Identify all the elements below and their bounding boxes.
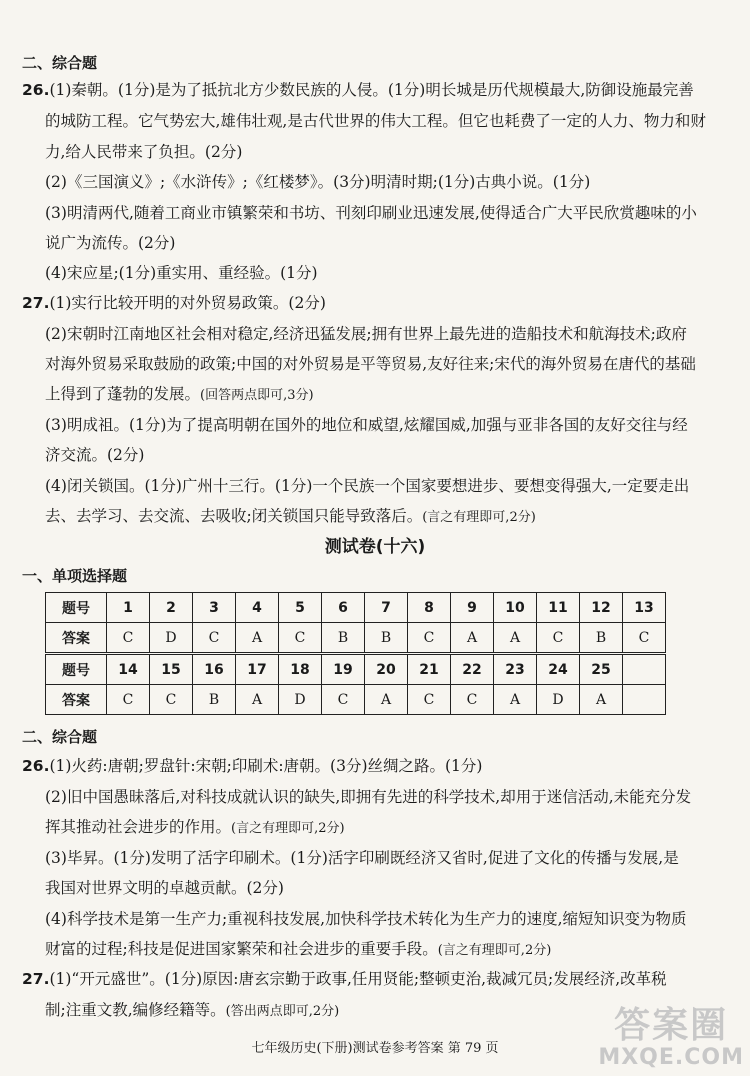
page-footer: 七年级历史(下册)测试卷参考答案 第 79 页 — [251, 1041, 499, 1056]
answer-cell: C — [107, 623, 150, 654]
answer-text: (1)实行比较开明的对外贸易政策。(2分) — [49, 294, 326, 312]
scoring-note: (言之有理即可,2分) — [231, 821, 345, 836]
question-number: 26. — [22, 81, 50, 99]
answer-cell: A — [236, 685, 279, 715]
test-title: 测试卷(十六) — [324, 537, 426, 557]
q26b-line-6: (4)科学技术是第一生产力;重视科技发展,加快科学技术转化为生产力的速度,缩短知识变为物质 — [45, 910, 687, 928]
question-number-cell: 8 — [408, 593, 451, 623]
q26b-line-7 — [45, 939, 551, 961]
question-number-cell: 6 — [322, 593, 365, 623]
question-number-cell: 22 — [451, 654, 494, 685]
answer-cell: C — [279, 623, 322, 654]
q27-line-2: (2)宋朝时江南地区社会相对稳定,经济迅猛发展;拥有世界上最先进的造船技术和航海技术;政府 — [45, 325, 687, 343]
answer-text: 财富的过程;科技是促进国家繁荣和社会进步的重要手段。 — [45, 940, 438, 958]
q26b-line-1 — [22, 756, 482, 776]
table-row-numbers-1 — [46, 593, 666, 623]
answer-cell: C — [623, 623, 666, 654]
answer-cell: A — [580, 685, 623, 715]
answer-text: (1)火药:唐朝;罗盘针:宋朝;印刷术:唐朝。(3分)丝绸之路。(1分) — [49, 757, 483, 775]
q26-line-3: 力,给人民带来了负担。(2分) — [45, 143, 243, 161]
answer-cell: C — [322, 685, 365, 715]
question-number-cell: 7 — [365, 593, 408, 623]
answer-cell: C — [193, 623, 236, 654]
answer-cell: C — [537, 623, 580, 654]
q27-line-8 — [45, 506, 536, 528]
row-label: 答案 — [46, 623, 107, 654]
row-label: 题号 — [46, 654, 107, 685]
answer-text: 制;注重文教,编修经籍等。 — [45, 1001, 226, 1019]
question-number-cell: 12 — [580, 593, 623, 623]
q27-line-1 — [22, 293, 326, 313]
question-number-cell: 4 — [236, 593, 279, 623]
answer-cell: A — [494, 623, 537, 654]
answer-cell: B — [322, 623, 365, 654]
question-number-cell: 9 — [451, 593, 494, 623]
answer-cell: A — [365, 685, 408, 715]
question-number: 27. — [22, 294, 50, 312]
question-number-cell: 23 — [494, 654, 537, 685]
answer-cell: B — [193, 685, 236, 715]
question-number-cell: 24 — [537, 654, 580, 685]
q27b-line-2 — [45, 1000, 339, 1022]
row-label: 答案 — [46, 685, 107, 715]
question-number-cell: 18 — [279, 654, 322, 685]
q27-line-4 — [45, 384, 314, 406]
table-row-answers-1 — [46, 623, 666, 654]
answer-cell: C — [107, 685, 150, 715]
answer-cell: D — [150, 623, 193, 654]
question-number-cell: 17 — [236, 654, 279, 685]
table-row-answers-2 — [46, 685, 666, 715]
q26b-line-5: 我国对世界文明的卓越贡献。(2分) — [45, 879, 284, 897]
table-row-numbers-2 — [46, 654, 666, 685]
q27-line-6: 济交流。(2分) — [45, 446, 145, 464]
scoring-note: (答出两点即可,2分) — [225, 1004, 340, 1019]
question-number-cell: 3 — [193, 593, 236, 623]
answer-cell: A — [451, 623, 494, 654]
question-number-cell: 2 — [150, 593, 193, 623]
answer-cell: C — [451, 685, 494, 715]
answer-cell: C — [408, 623, 451, 654]
watermark-logo-text: 答案圈 — [614, 1005, 729, 1046]
answer-text: 挥其推动社会进步的作用。 — [45, 818, 232, 836]
q26-line-2: 的城防工程。它气势宏大,雄伟壮观,是古代世界的伟大工程。但它也耗费了一定的人力、物力和财 — [45, 112, 706, 130]
answer-cell: B — [365, 623, 408, 654]
question-number-cell: 20 — [365, 654, 408, 685]
question-number-cell: 25 — [580, 654, 623, 685]
question-number: 27. — [22, 970, 50, 988]
question-number-cell — [623, 654, 666, 685]
question-number-cell: 19 — [322, 654, 365, 685]
question-number-cell: 21 — [408, 654, 451, 685]
answer-cell: C — [408, 685, 451, 715]
question-number-cell: 1 — [107, 593, 150, 623]
answer-cell: D — [537, 685, 580, 715]
q26-line-7: (4)宋应星;(1分)重实用、重经验。(1分) — [45, 264, 318, 282]
section-heading-comprehensive-2: 二、综合题 — [22, 728, 98, 746]
q26b-line-3 — [45, 817, 345, 839]
q26-line-4: (2)《三国演义》;《水浒传》;《红楼梦》。(3分)明清时期;(1分)古典小说。(1分) — [45, 173, 591, 191]
section-heading-choice: 一、单项选择题 — [22, 567, 128, 585]
q27-line-3: 对海外贸易采取鼓励的政策;中国的对外贸易是平等贸易,友好往来;宋代的海外贸易在唐代的基础 — [45, 355, 696, 373]
site-watermark — [598, 1007, 744, 1070]
question-number-cell: 11 — [537, 593, 580, 623]
watermark-url: MXQE.COM — [598, 1045, 744, 1070]
q27-line-7: (4)闭关锁国。(1分)广州十三行。(1分)一个民族一个国家要想进步、要想变得强大,一定要走出 — [45, 477, 690, 495]
section-heading-comprehensive-1: 二、综合题 — [22, 54, 98, 72]
scoring-note: (言之有理即可,2分) — [437, 943, 552, 958]
row-label: 题号 — [46, 593, 107, 623]
q26b-line-2: (2)旧中国愚昧落后,对科技成就认识的缺失,即拥有先进的科学技术,却用于迷信活动,未能充分发 — [45, 788, 692, 806]
scoring-note: (回答两点即可,3分) — [200, 388, 314, 403]
q26-line-1 — [22, 80, 694, 100]
question-number-cell: 10 — [494, 593, 537, 623]
question-number-cell: 15 — [150, 654, 193, 685]
q27b-line-1 — [22, 969, 667, 989]
question-number-cell: 14 — [107, 654, 150, 685]
answer-cell: A — [494, 685, 537, 715]
answer-cell: A — [236, 623, 279, 654]
question-number-cell: 16 — [193, 654, 236, 685]
answer-cell: C — [150, 685, 193, 715]
answer-text: 上得到了蓬勃的发展。 — [45, 385, 201, 403]
scoring-note: (言之有理即可,2分) — [422, 510, 536, 525]
q26-line-6: 说广为流传。(2分) — [45, 234, 176, 252]
answer-text: 去、去学习、去交流、去吸收;闭关锁国只能导致落后。 — [45, 507, 423, 525]
q26-line-5: (3)明清两代,随着工商业市镇繁荣和书坊、刊刻印刷业迅速发展,使得适合广大平民欣赏趣味的小 — [45, 204, 697, 222]
question-number-cell: 13 — [623, 593, 666, 623]
answer-text: (1)秦朝。(1分)是为了抵抗北方少数民族的人侵。(1分)明长城是历代规模最大,防御设施最完善 — [49, 81, 694, 99]
answer-text: (1)“开元盛世”。(1分)原因:唐玄宗勤于政事,任用贤能;整顿吏治,裁减冗员;发展经济,改革税 — [49, 970, 667, 988]
question-number: 26. — [22, 757, 50, 775]
answer-cell — [623, 685, 666, 715]
answer-cell: D — [279, 685, 322, 715]
question-number-cell: 5 — [279, 593, 322, 623]
answer-cell: B — [580, 623, 623, 654]
q27-line-5: (3)明成祖。(1分)为了提高明朝在国外的地位和威望,炫耀国威,加强与亚非各国的友好交往与经 — [45, 416, 688, 434]
q26b-line-4: (3)毕昇。(1分)发明了活字印刷术。(1分)活字印刷既经济又省时,促进了文化的传播与发展,是 — [45, 849, 679, 867]
answer-table — [45, 592, 666, 715]
